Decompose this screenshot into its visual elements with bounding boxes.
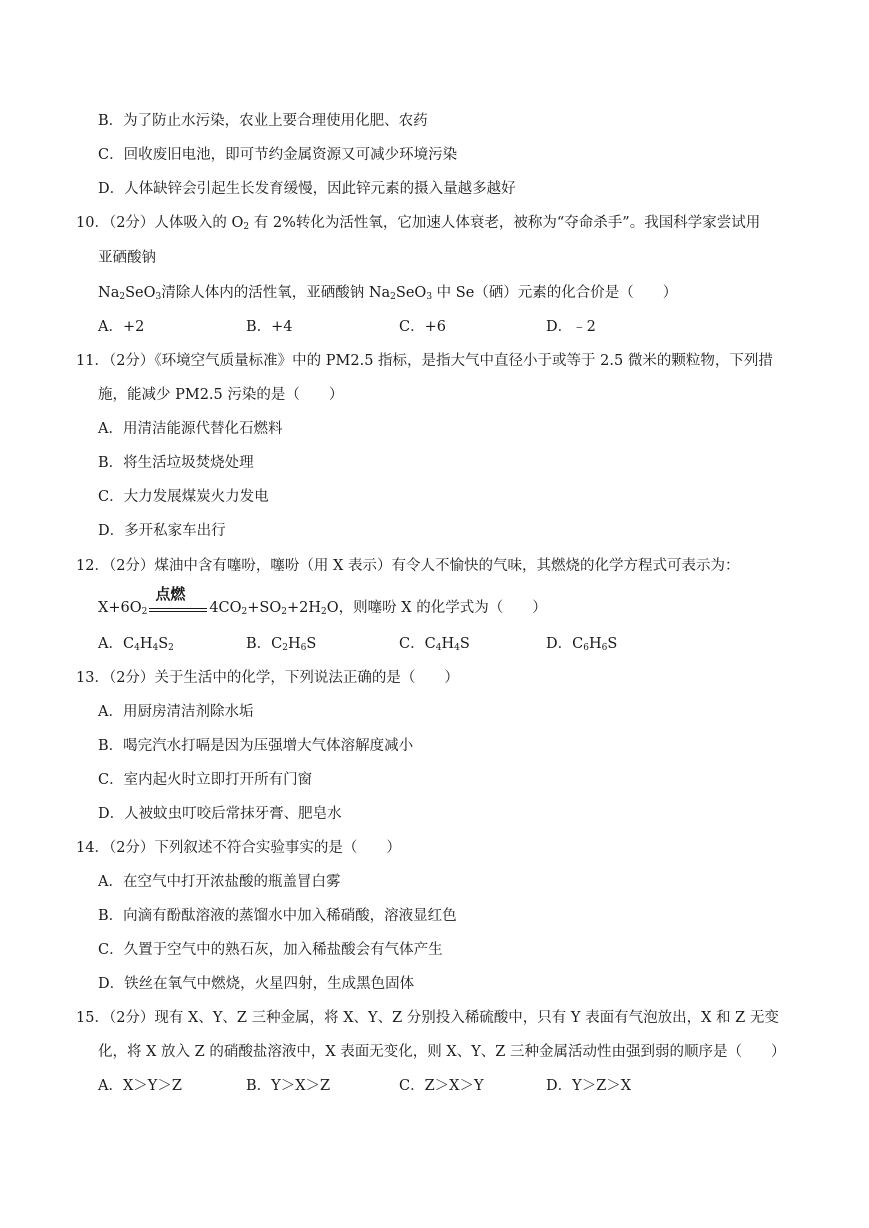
q10-stem-line3: $Na_2SeO_3$清除人体内的活性氧，亚硒酸钠 $Na_2SeO_3$ 中 Se（硒）元素的化合价是（ ） — [98, 285, 678, 302]
q13-option-c: C．室内起火时立即打开所有门窗 — [98, 772, 313, 788]
q15-option-d: D．Y＞Z＞X — [546, 1078, 632, 1094]
q14-option-a: A．在空气中打开浓盐酸的瓶盖冒白雾 — [98, 874, 341, 890]
q13-option-a: A．用厨房清洁剂除水垢 — [98, 704, 254, 720]
q13-option-d: D．人被蚊虫叮咬后常抹牙膏、肥皂水 — [98, 806, 342, 822]
q12-option-a: A．$C_4H_4S_2$ — [98, 636, 174, 653]
q15-option-c: C．Z＞X＞Y — [399, 1078, 484, 1094]
q9-option-d: D．人体缺锌会引起生长发育缓慢，因此锌元素的摄入量越多越好 — [98, 181, 516, 197]
q15-option-a: A．X＞Y＞Z — [98, 1078, 182, 1094]
q13-stem: 13．（2分）关于生活中的化学，下列说法正确的是（ ） — [76, 670, 459, 686]
q11-option-b: B．将生活垃圾焚烧处理 — [98, 455, 254, 471]
q12-option-d: D．$C_6H_6S$ — [546, 636, 618, 653]
reaction-condition-arrow — [147, 585, 209, 618]
q15-option-b: B．Y＞X＞Z — [246, 1078, 331, 1094]
q13-option-b: B．喝完汽水打嗝是因为压强增大气体溶解度减小 — [98, 738, 414, 754]
q14-option-d: D．铁丝在氧气中燃烧，火星四射，生成黑色固体 — [98, 976, 415, 992]
q11-option-a: A．用清洁能源代替化石燃料 — [98, 421, 283, 437]
q10-option-c: C．+6 — [399, 319, 446, 335]
q12-option-b: B．$C_2H_6S$ — [246, 636, 317, 653]
q10-option-a: A．+2 — [98, 319, 145, 335]
q15-stem-line2: 化，将 X 放入 Z 的硝酸盐溶液中，X 表面无变化，则 X、Y、Z 三种金属活动性由强到弱的顺序是（ ） — [98, 1044, 786, 1060]
q11-stem-line2: 施，能减少 PM2.5 污染的是（ ） — [98, 387, 344, 403]
q10-stem-line2: 亚硒酸钠 — [98, 250, 156, 266]
q15-stem-line1: 15．（2分）现有 X、Y、Z 三种金属，将 X、Y、Z 分别投入稀硫酸中，只有 Y 表面有气泡放出，X 和 Z 无变 — [76, 1010, 779, 1026]
reaction-condition-label: 点燃 — [155, 585, 186, 603]
q11-option-c: C．大力发展煤炭火力发电 — [98, 489, 269, 505]
q11-option-d: D．多开私家车出行 — [98, 523, 226, 539]
q14-option-b: B．向滴有酚酞溶液的蒸馏水中加入稀硝酸，溶液显红色 — [98, 908, 457, 924]
q9-option-c: C．回收废旧电池，即可节约金属资源又可减少环境污染 — [98, 147, 458, 163]
q12-option-c: C．$C_4H_4S$ — [399, 636, 470, 653]
q14-stem: 14．（2分）下列叙述不符合实验事实的是（ ） — [76, 840, 401, 856]
q12-equation: $X+6O_2$ 点燃 $4CO_2+SO_2+2H_2O$，则噻吩 X 的化学式为（ ） — [98, 585, 547, 617]
q10-option-d: D．﹣2 — [546, 319, 596, 335]
q12-stem-line1: 12．（2分）煤油中含有噻吩，噻吩（用 X 表示）有令人不愉快的气味，其燃烧的化学方程式可表示为： — [76, 558, 740, 574]
q14-option-c: C．久置于空气中的熟石灰，加入稀盐酸会有气体产生 — [98, 942, 443, 958]
q10-option-b: B．+4 — [246, 319, 293, 335]
q11-stem-line1: 11．（2分）《环境空气质量标准》中的 PM2.5 指标，是指大气中直径小于或等于 2.5 微米的颗粒物，下列措 — [76, 353, 773, 369]
q9-option-b: B．为了防止水污染，农业上要合理使用化肥、农药 — [98, 113, 428, 129]
q10-stem-line1: 10．（2分）人体吸入的 $O_2$ 有 2%转化为活性氧，它加速人体衰老，被称为“夺命杀手”。我国科学家尝试用 — [76, 215, 761, 232]
